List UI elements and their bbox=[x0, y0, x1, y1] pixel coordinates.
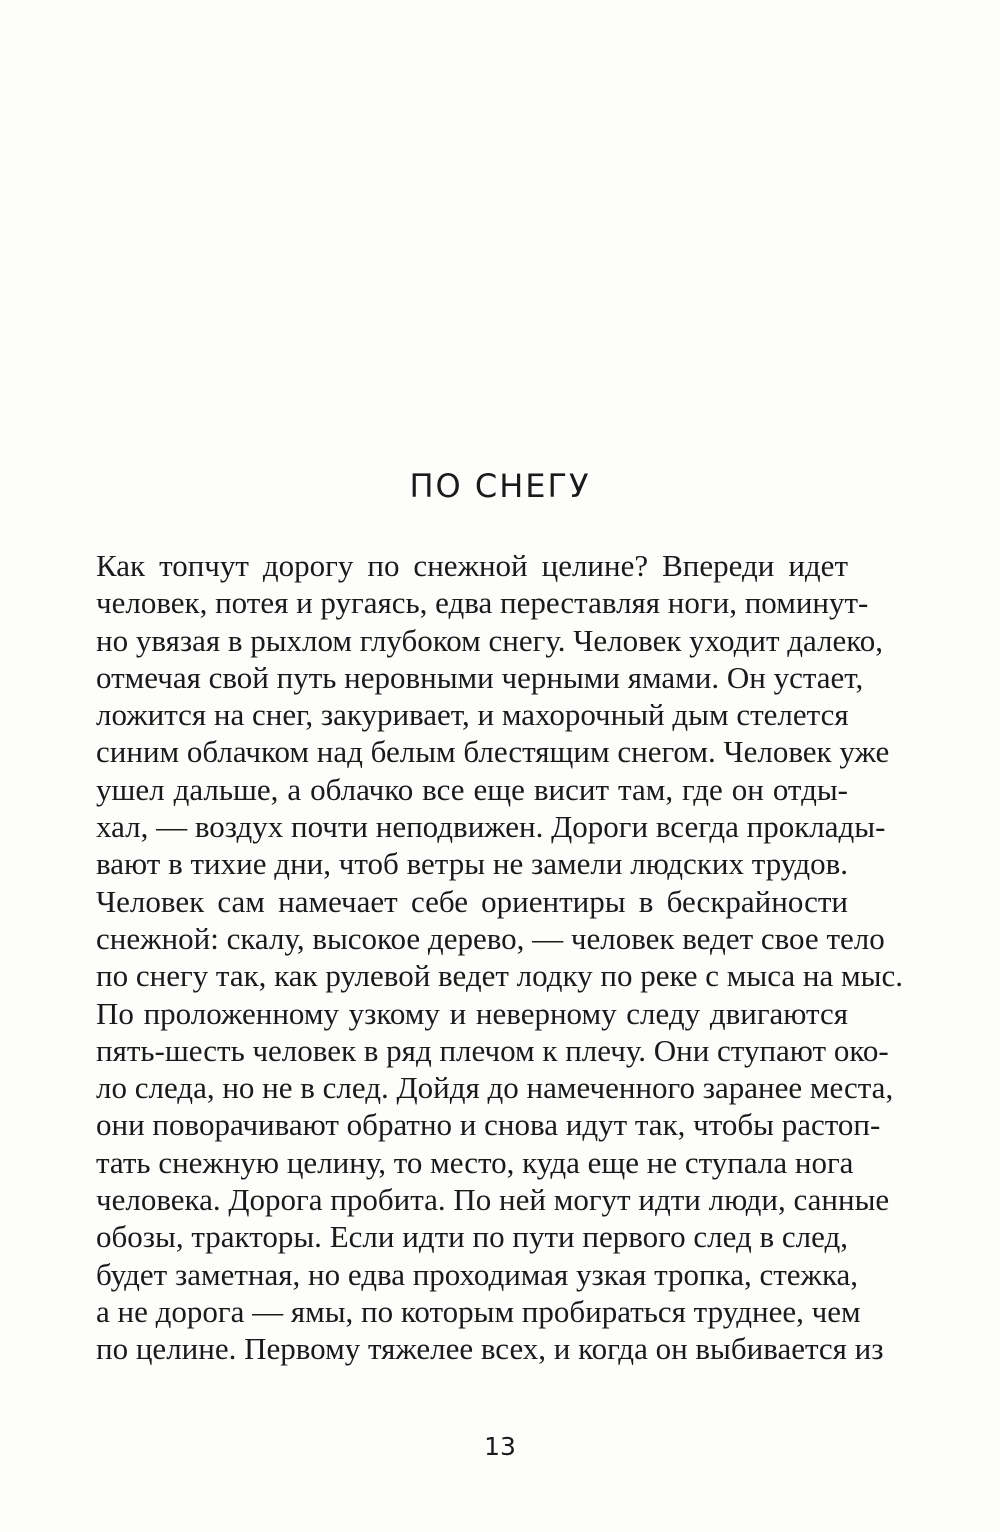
text-line: ушел дальше, а облачко все еще висит там, где он отды- bbox=[96, 771, 848, 807]
text-line: по снегу так, как рулевой ведет лодку по реке с мыса на мыс. bbox=[96, 958, 903, 994]
text-line: тать снежную целину, то место, куда еще не ступала нога bbox=[96, 1144, 854, 1180]
body-text bbox=[96, 547, 903, 1368]
text-line: синим облачком над белым блестящим снегом. Человек уже bbox=[96, 734, 890, 770]
text-line: пять-шесть человек в ряд плечом к плечу. Они ступают око- bbox=[96, 1032, 889, 1068]
text-line: снежной: скалу, высокое дерево, — человек ведет свое тело bbox=[96, 920, 885, 956]
text-line: По проложенному узкому и неверному следу двигаются bbox=[96, 995, 848, 1031]
text-line: ло следа, но не в след. Дойдя до намеченного заранее места, bbox=[96, 1070, 894, 1106]
text-line: хал, — воздух почти неподвижен. Дороги всегда проклады- bbox=[96, 809, 886, 845]
text-line: они поворачивают обратно и снова идут так, чтобы растоп- bbox=[96, 1107, 881, 1143]
text-line: Человек сам намечает себе ориентиры в бескрайности bbox=[96, 883, 848, 919]
text-line: по целине. Первому тяжелее всех, и когда он выбивается из bbox=[96, 1331, 884, 1367]
text-line: человек, потея и ругаясь, едва переставляя ноги, поминут- bbox=[96, 585, 869, 621]
text-line: ложится на снег, закуривает, и махорочный дым стелется bbox=[96, 697, 849, 733]
page-number: 13 bbox=[484, 1432, 516, 1461]
text-line: обозы, тракторы. Если идти по пути первого след в след, bbox=[96, 1219, 848, 1255]
text-line: будет заметная, но едва проходимая узкая тропка, стежка, bbox=[96, 1256, 859, 1292]
text-line: отмечая свой путь неровными черными ямами. Он устает, bbox=[96, 659, 864, 695]
text-line: человека. Дорога пробита. По ней могут идти люди, санные bbox=[96, 1182, 890, 1218]
text-line: вают в тихие дни, чтоб ветры не замели людских трудов. bbox=[96, 846, 848, 882]
text-line: а не дорога — ямы, по которым пробираться труднее, чем bbox=[96, 1293, 861, 1329]
text-line: но увязая в рыхлом глубоком снегу. Человек уходит далеко, bbox=[96, 622, 884, 658]
chapter-title: ПО СНЕГУ bbox=[409, 467, 591, 505]
text-line: Как топчут дорогу по снежной целине? Впереди идет bbox=[96, 548, 848, 583]
